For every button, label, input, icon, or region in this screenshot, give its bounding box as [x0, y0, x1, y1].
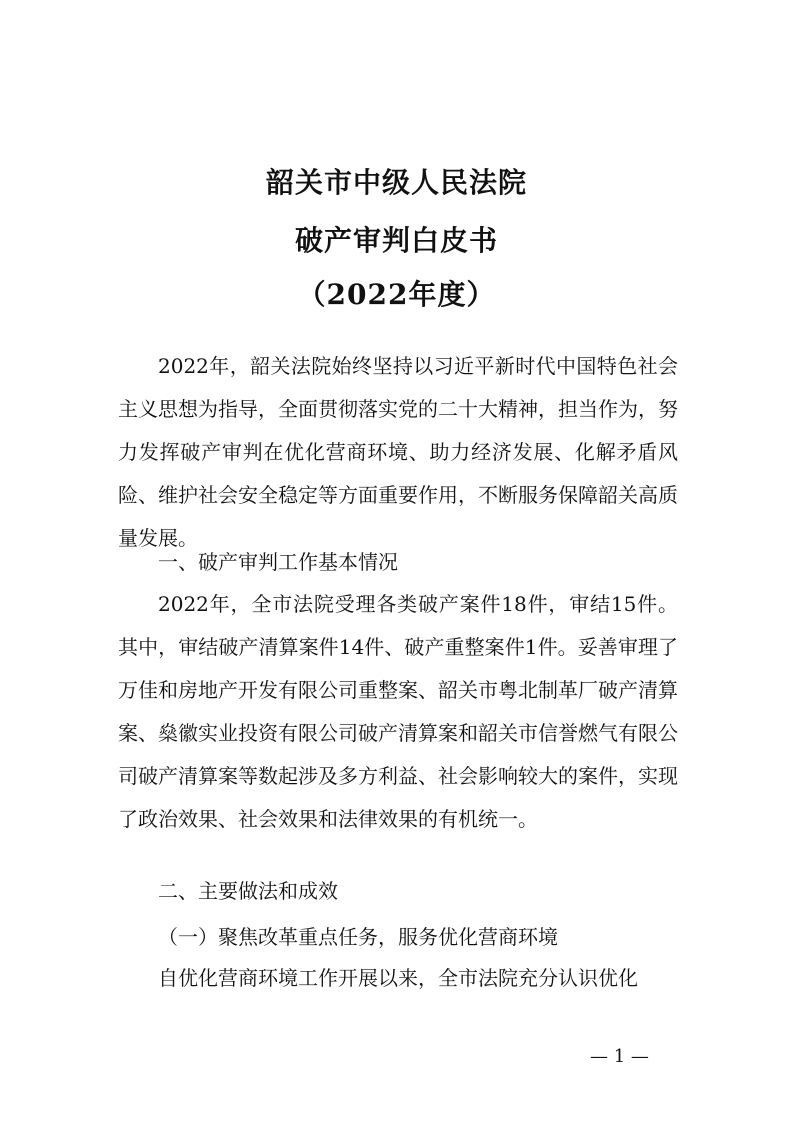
subsection1-paragraph: 自优化营商环境工作开展以来，全市法院充分认识优化: [158, 966, 638, 990]
document-title-court: 韶关市中级人民法院: [265, 166, 527, 199]
section1-paragraph-block: [118, 583, 678, 841]
document-title-whitepaper: 破产审判白皮书: [294, 224, 498, 257]
section1-paragraph: 2022年，全市法院受理各类破产案件18件，审结15件。其中，审结破产清算案件14件、破产重整案件1件。妥善审理了万佳和房地产开发有限公司重整案、韶关市粤北制革厂破产清算案、燊徽实业投资有限公司破产清算案和韶关市信誉燃气有限公司破产清算案等数起涉及多方利益、社会影响较大的案件，实现了政治效果、社会效果和法律效果的有机统一。: [118, 592, 678, 831]
page-number: — 1 —: [590, 1046, 649, 1067]
intro-paragraph-block: [118, 345, 678, 560]
document-title-year: （2022年度）: [297, 278, 496, 311]
section-heading-basic-situation: 一、破产审判工作基本情况: [158, 550, 398, 574]
subsection-heading-reform-tasks: （一）聚焦改革重点任务，服务优化营商环境: [158, 925, 558, 949]
subsection1-paragraph-block: [118, 957, 678, 1000]
section-heading-main-practices: 二、主要做法和成效: [158, 879, 338, 903]
intro-paragraph: 2022年，韶关法院始终坚持以习近平新时代中国特色社会主义思想为指导，全面贯彻落实党的二十大精神，担当作为，努力发挥破产审判在优化营商环境、助力经济发展、化解矛盾风险、维护社会安全稳定等方面重要作用，不断服务保障韶关高质量发展。: [118, 354, 678, 550]
